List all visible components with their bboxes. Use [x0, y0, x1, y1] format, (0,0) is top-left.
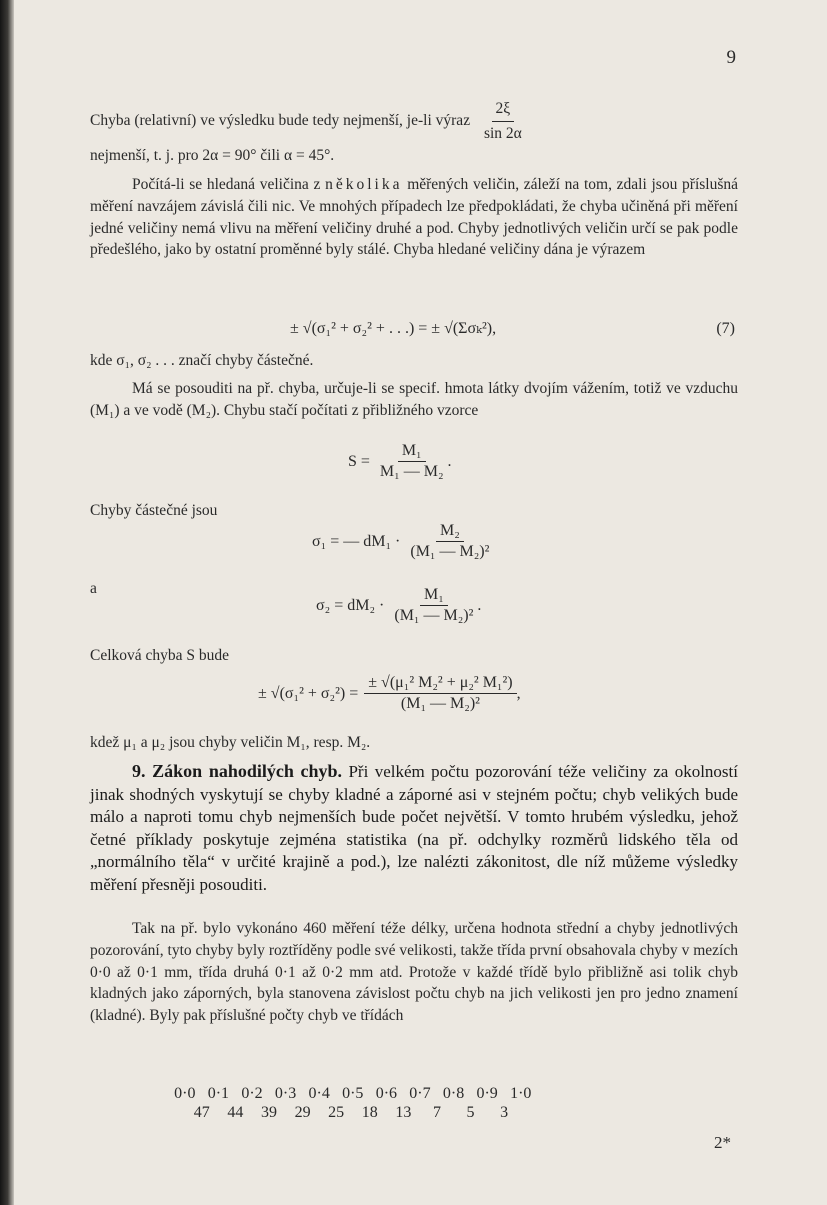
table-count-cell: 39: [260, 1104, 277, 1121]
section-9-text: Při velkém počtu pozorování téže veličiny za okolností jinak shodných vyskytují se chyby kladné a záporné asi v stejném počtu; chyb velikých bude málo a naproti tomu chyb nejmenších bude počet největší. V tomto hrubém výsledku, jehož četné příklady poskytuje zejména statistika (na př. odchylky rozměrů lidského těla od „normálního těla“ v určité krajině a pod.), lze nalézti zákonitost, dle níž můžeme výsledky měření přesněji posouditi.: [90, 762, 738, 894]
line-kdez: kdež μ₁ a μ₂ jsou chyby veličin M₁, resp. M₂.: [90, 734, 371, 751]
eq-s1-lhs: σ₁ = — dM₁ ·: [312, 532, 401, 550]
eq-s2-lhs: σ₂ = dM₂ ·: [316, 596, 385, 614]
error-class-table: [168, 1085, 538, 1122]
line-kde: kde σ₁, σ₂ . . . značí chyby částečné.: [90, 352, 314, 369]
eq-s-fraction: [376, 442, 448, 481]
equation-7: ± √(σ₁² + σ₂² + . . .) = ± √(Σσₖ²),: [290, 320, 497, 337]
fraction-numerator: 2ξ: [492, 98, 515, 122]
table-limit-cell: 1·0: [510, 1085, 532, 1102]
paragraph-460-measurements: Tak na př. bylo vykonáno 460 měření téže délky, určena hodnota střední a chyby jednotlivých pozorování, tyto chyby byly roztříděny podle své velikosti, takže třída první obsahovala chyby v mezích 0·0 až 0·1 mm, třída druhá 0·1 až 0·2 mm atd. Protože v každé třídě bylo přibližně asi tolik chyb kladných jako záporných, byla stanovena závislost počtu chyb na jich velikosti jen pro jedno znamení (kladné). Byly pak příslušné počty chyb ve třídách: [90, 920, 738, 1025]
eq-total-numerator: ± √(μ₁² M₂² + μ₂² M₁²): [364, 674, 516, 694]
para1-line1: Chyba (relativní) ve výsledku bude tedy nejmenší, je-li výraz: [90, 111, 471, 129]
table-count-cell: 5: [466, 1104, 475, 1121]
eq-s-numerator: M₁: [398, 442, 426, 462]
table-count-cell: 7: [432, 1104, 441, 1121]
eq-total-lhs: ± √(σ₁² + σ₂²) =: [258, 684, 359, 702]
fraction-2xi-sin2a: [480, 98, 526, 145]
eq-s1-denominator: (M₁ — M₂)²: [410, 543, 490, 560]
table-limit-cell: 0·6: [375, 1085, 398, 1102]
eq-total-fraction: [364, 674, 516, 713]
paragraph-relative-error: [90, 98, 738, 166]
para2-spaced-word: několika: [325, 176, 403, 193]
equation-s: [348, 442, 452, 481]
table-limit-cell: 0·2: [241, 1085, 263, 1102]
eq-s2-numerator: M₁: [420, 586, 448, 606]
eq-s2-tail: .: [477, 596, 482, 614]
eq-s2-denominator: (M₁ — M₂)²: [394, 607, 474, 624]
signature-mark: 2*: [714, 1133, 731, 1152]
table-limit-cell: 0·3: [274, 1085, 297, 1102]
eq-s2-fraction: [390, 586, 477, 625]
table-count-cell: 47: [193, 1104, 210, 1121]
label-a: a: [90, 580, 97, 597]
section-9: [90, 760, 738, 897]
equation-sigma2: [316, 586, 481, 625]
paragraph-several-quantities: [90, 174, 738, 261]
eq-s-lhs: S =: [348, 452, 370, 470]
table-limit-cell: 0·5: [342, 1085, 364, 1102]
page-number: 9: [726, 47, 736, 68]
table-count-cell: 44: [227, 1104, 244, 1121]
paragraph-specific-mass: Má se posouditi na př. chyba, určuje-li se specif. hmota látky dvojím vážením, totiž ve vzduchu (M₁) a ve vodě (M₂). Chybu stačí počítati z přibližného vzorce: [90, 380, 738, 419]
fraction-denominator: sin 2α: [483, 124, 522, 142]
table-count-cell: 25: [328, 1104, 345, 1121]
table-limit-cell: 0·0: [174, 1085, 196, 1102]
table-limit-cell: 0·8: [442, 1085, 465, 1102]
eq-total-tail: ,: [516, 684, 521, 702]
eq-s1-numerator: M₂: [436, 522, 464, 542]
para2-rest: měřených veličin, záleží na tom, zdali jsou příslušná měření navzájem závislá čili nic. Ve mnohých případech lze předpokládati, že chyba učiněná při měření jedné veličiny nemá vlivu na měření veličiny druhé a pod. Chyby jednotlivých veličin určí se pak podle předešlého, jako by ostatní proměnné byly stálé. Chyba hledané veličiny dána je výrazem: [90, 176, 738, 259]
table-count-cell: 18: [361, 1104, 378, 1121]
eq-s-tail: .: [447, 452, 452, 470]
book-spine-shadow: [0, 0, 14, 1205]
eq-s1-fraction: [406, 522, 493, 561]
table-limit-cell: 0·4: [308, 1085, 330, 1102]
table-limit-cell: 0·7: [409, 1085, 431, 1102]
para2-start: Počítá-li se hledaná veličina z: [132, 176, 326, 193]
label-total-error: Celková chyba S bude: [90, 647, 230, 664]
equation-number-7: (7): [716, 320, 735, 337]
label-partial-errors: Chyby částečné jsou: [90, 502, 218, 519]
section-9-heading: 9. Zákon nahodilých chyb.: [132, 761, 343, 781]
table-limit-cell: 0·1: [207, 1085, 230, 1102]
table-limit-cell: 0·9: [476, 1085, 498, 1102]
table-row-limits: [168, 1085, 538, 1103]
eq-total-denominator: (M₁ — M₂)²: [400, 695, 480, 712]
para1-line2: nejmenší, t. j. pro 2α = 90° čili α = 45°.: [90, 146, 335, 164]
table-count-cell: 13: [395, 1104, 412, 1121]
table-count-cell: 3: [500, 1104, 509, 1121]
table-count-cell: 29: [294, 1104, 311, 1121]
equation-sigma1: [312, 522, 493, 561]
eq-s-denominator: M₁ — M₂: [379, 463, 444, 480]
equation-total: [258, 674, 521, 713]
table-row-counts: [168, 1104, 538, 1122]
